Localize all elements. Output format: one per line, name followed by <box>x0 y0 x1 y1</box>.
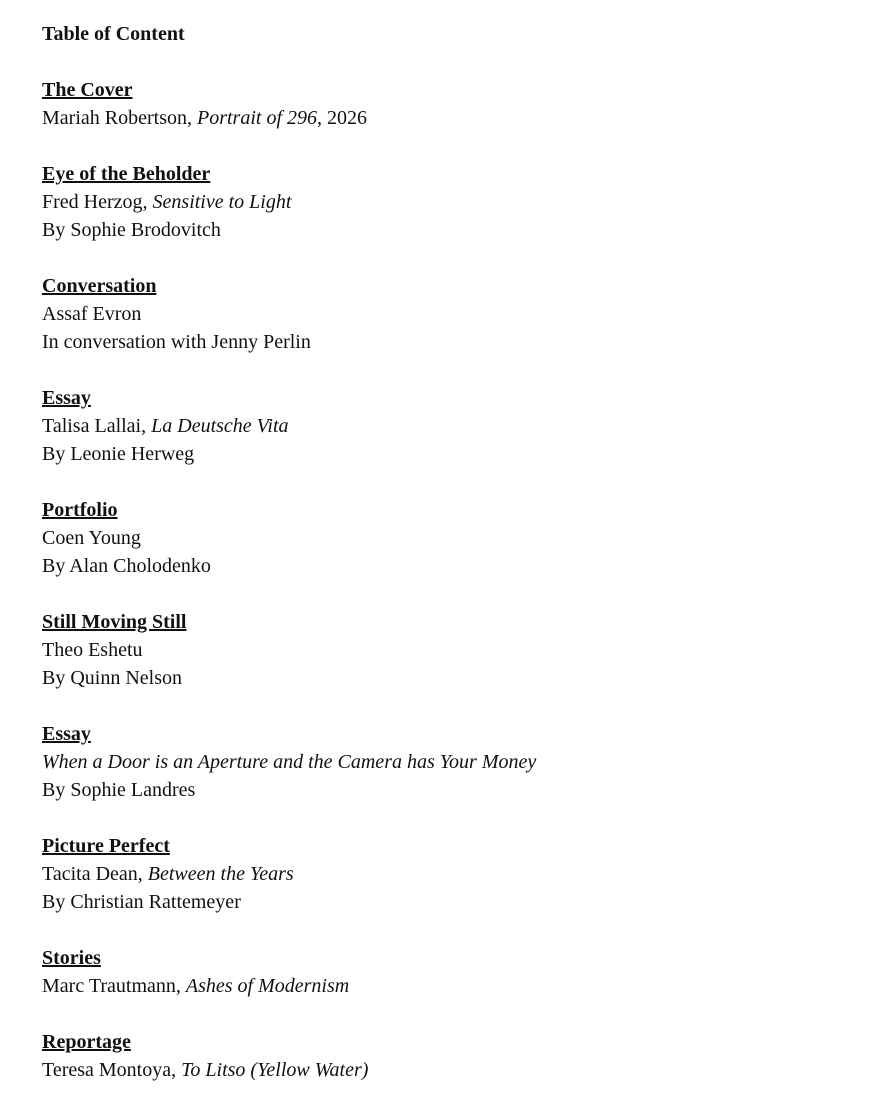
toc-section <box>42 608 888 692</box>
toc-section <box>42 272 888 356</box>
line-text: Theo Eshetu <box>42 639 143 661</box>
section-heading: Essay <box>42 723 91 745</box>
section-heading: Portfolio <box>42 499 118 521</box>
toc-section <box>42 76 888 132</box>
line-text: Assaf Evron <box>42 303 142 325</box>
line-text: Mariah Robertson, <box>42 107 197 129</box>
line-text: Fred Herzog, <box>42 191 153 213</box>
section-line <box>42 552 888 580</box>
section-line <box>42 524 888 552</box>
toc-section <box>42 832 888 916</box>
section-heading: Conversation <box>42 275 157 297</box>
section-line <box>42 300 888 328</box>
section-line <box>42 860 888 888</box>
work-title-text: When a Door is an Aperture and the Camera has Your Money <box>42 751 537 773</box>
line-text: By Sophie Landres <box>42 779 196 801</box>
section-line <box>42 412 888 440</box>
line-text: Teresa Montoya, <box>42 1059 182 1081</box>
toc-title: Table of Content <box>42 23 185 45</box>
line-text: , 2026 <box>317 107 367 129</box>
line-text: Tacita Dean, <box>42 863 148 885</box>
section-line <box>42 1056 888 1084</box>
section-heading: Stories <box>42 947 101 969</box>
line-text: By Sophie Brodovitch <box>42 219 221 241</box>
line-text: By Leonie Herweg <box>42 443 195 465</box>
section-line <box>42 216 888 244</box>
line-text: Coen Young <box>42 527 141 549</box>
toc-section <box>42 496 888 580</box>
section-line <box>42 972 888 1000</box>
work-title-text: Sensitive to Light <box>152 191 292 213</box>
section-line <box>42 440 888 468</box>
line-text: By Christian Rattemeyer <box>42 891 241 913</box>
line-text: Marc Trautmann, <box>42 975 186 997</box>
section-heading: Still Moving Still <box>42 611 187 633</box>
section-line <box>42 664 888 692</box>
section-line <box>42 328 888 356</box>
section-line <box>42 636 888 664</box>
section-heading: Essay <box>42 387 91 409</box>
section-line <box>42 776 888 804</box>
work-title-text: La Deutsche Vita <box>151 415 289 437</box>
section-line <box>42 748 888 776</box>
line-text: In conversation with Jenny Perlin <box>42 331 311 353</box>
line-text: By Alan Cholodenko <box>42 555 211 577</box>
section-heading: Eye of the Beholder <box>42 163 211 185</box>
section-heading: Reportage <box>42 1031 131 1053</box>
section-heading: The Cover <box>42 79 133 101</box>
section-line <box>42 188 888 216</box>
section-line <box>42 888 888 916</box>
work-title-text: To Litso (Yellow Water) <box>181 1059 369 1081</box>
toc-section <box>42 384 888 468</box>
work-title-text: Portrait of 296 <box>196 107 317 129</box>
section-heading: Picture Perfect <box>42 835 170 857</box>
line-text: By Quinn Nelson <box>42 667 182 689</box>
line-text: Talisa Lallai, <box>42 415 152 437</box>
toc-section <box>42 160 888 244</box>
section-line <box>42 104 888 132</box>
toc-section <box>42 944 888 1000</box>
work-title-text: Between the Years <box>147 863 294 885</box>
toc-section <box>42 720 888 804</box>
work-title-text: Ashes of Modernism <box>185 975 350 997</box>
toc-section <box>42 1028 888 1084</box>
toc-list <box>42 76 888 1084</box>
